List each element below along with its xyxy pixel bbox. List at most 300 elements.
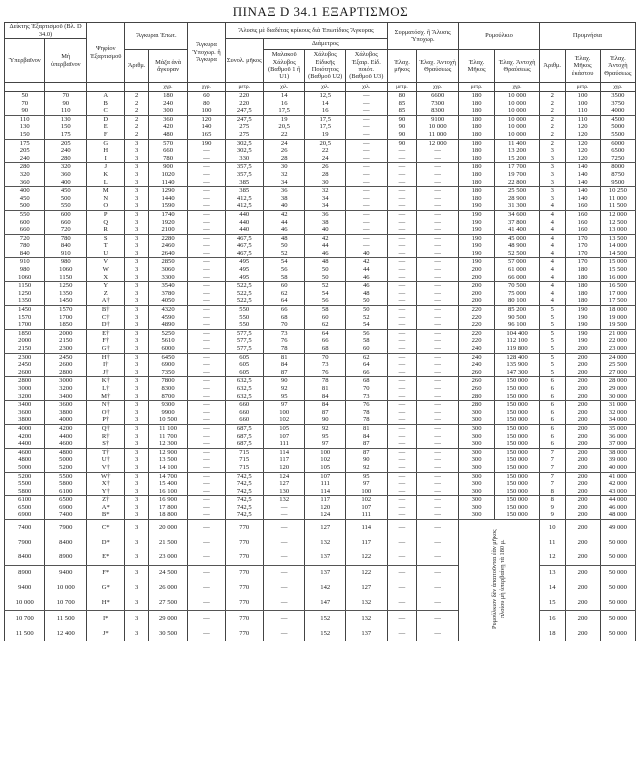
table-cell: 200 xyxy=(565,448,600,456)
table-cell: — xyxy=(263,550,305,565)
table-row xyxy=(5,306,636,314)
table-cell: 200 xyxy=(458,297,494,305)
table-cell: 16 xyxy=(263,100,305,108)
table-cell: — xyxy=(188,440,225,448)
table-cell: 300 xyxy=(458,416,494,424)
table-cell: 14 000 xyxy=(600,242,635,250)
table-cell: — xyxy=(188,258,225,266)
table-cell: 73 xyxy=(345,393,387,401)
table-cell: — xyxy=(345,131,387,139)
table-cell: — xyxy=(417,234,459,242)
table-cell: 150 000 xyxy=(495,488,540,496)
table-cell: 240 xyxy=(458,361,494,369)
table-cell: 30 500 xyxy=(148,626,187,641)
table-cell: 26 xyxy=(305,163,345,171)
table-cell: — xyxy=(417,480,459,488)
table-cell: 3 xyxy=(539,147,565,155)
table-cell: 19 000 xyxy=(600,314,635,322)
table-cell: 4890 xyxy=(148,321,187,329)
table-cell: 5200 xyxy=(5,472,45,480)
table-cell: 107 xyxy=(263,433,305,441)
table-cell: R† xyxy=(87,433,125,441)
table-cell: 80 xyxy=(188,100,225,108)
table-cell: 910 xyxy=(5,258,45,266)
table-row xyxy=(5,448,636,456)
table-cell: 715 xyxy=(225,456,263,464)
table-cell: 980 xyxy=(45,258,87,266)
table-cell: — xyxy=(345,115,387,123)
table-cell: 180 xyxy=(458,115,494,123)
table-row xyxy=(5,187,636,195)
table-cell: 3 xyxy=(125,179,148,187)
table-cell: 550 xyxy=(225,321,263,329)
table-cell: 150 000 xyxy=(495,377,540,385)
table-cell: — xyxy=(387,511,417,519)
table-cell: 41 400 xyxy=(495,226,540,234)
table-cell: 19 xyxy=(305,131,345,139)
header-min-breaking: Ἐλαχ. Ἀντοχὴ Θραύσεως xyxy=(417,50,459,83)
table-cell: — xyxy=(387,488,417,496)
header-moor-min-strength: Ἐλαχ. Ἀντοχὴ Θραύσεως xyxy=(600,50,635,83)
table-cell: 150 000 xyxy=(495,511,540,519)
table-cell: 320 xyxy=(5,171,45,179)
table-cell: 240 xyxy=(45,147,87,155)
table-cell: 220 xyxy=(225,100,263,108)
table-cell: 46 000 xyxy=(600,504,635,512)
table-cell: 46 xyxy=(345,282,387,290)
table-cell: 70 xyxy=(345,385,387,393)
table-cell: 200 xyxy=(565,472,600,480)
table-cell: — xyxy=(387,520,417,535)
table-cell: 23 000 xyxy=(600,345,635,353)
table-row xyxy=(5,282,636,290)
table-cell: 3 xyxy=(125,234,148,242)
table-cell: 360 xyxy=(5,179,45,187)
table-cell: 550 xyxy=(225,306,263,314)
table-cell: 570 xyxy=(148,139,187,147)
table-cell: 200 xyxy=(565,377,600,385)
table-cell: 6100 xyxy=(5,496,45,504)
header-stream-wire: Συρματόσχ. ἢ Ἅλυσις Ὑποχωρ. xyxy=(387,23,458,50)
table-row xyxy=(5,258,636,266)
table-cell: — xyxy=(417,504,459,512)
table-cell: 87 xyxy=(345,440,387,448)
table-cell: 577,5 xyxy=(225,329,263,337)
table-cell: F xyxy=(87,131,125,139)
table-cell: 90 xyxy=(387,123,417,131)
table-cell: 3 xyxy=(125,448,148,456)
table-cell: 66 xyxy=(305,337,345,345)
table-cell: 150 000 xyxy=(495,472,540,480)
table-cell: 720 xyxy=(45,226,87,234)
table-cell: 300 xyxy=(458,511,494,519)
table-cell: — xyxy=(387,456,417,464)
table-cell: 6 xyxy=(539,433,565,441)
table-cell: 3 xyxy=(125,337,148,345)
table-cell: — xyxy=(417,393,459,401)
table-cell: 780 xyxy=(148,155,187,163)
table-cell: 4 xyxy=(539,297,565,305)
table-row xyxy=(5,472,636,480)
table-cell: 137 xyxy=(345,626,387,641)
table-cell: — xyxy=(263,504,305,512)
table-cell: 16 000 xyxy=(600,274,635,282)
table-cell: 13 500 xyxy=(148,456,187,464)
table-cell: 70 xyxy=(263,321,305,329)
table-cell: 19 500 xyxy=(600,321,635,329)
table-cell: — xyxy=(417,242,459,250)
table-cell: — xyxy=(417,472,459,480)
table-cell: 2300 xyxy=(5,353,45,361)
table-cell: — xyxy=(417,210,459,218)
table-cell: 11 500 xyxy=(5,626,45,641)
table-cell: 3 xyxy=(125,496,148,504)
table-cell: L xyxy=(87,179,125,187)
table-cell: 73 xyxy=(263,329,305,337)
table-cell: 2 xyxy=(125,92,148,100)
table-cell: 5 xyxy=(539,306,565,314)
table-row xyxy=(5,100,636,108)
table-cell: 7400 xyxy=(45,511,87,519)
table-cell: 50 000 xyxy=(600,550,635,565)
table-cell: 357,5 xyxy=(225,171,263,179)
table-cell: 2100 xyxy=(148,226,187,234)
table-cell: 330 xyxy=(225,155,263,163)
table-cell: 220 xyxy=(458,306,494,314)
table-cell: 2450 xyxy=(5,361,45,369)
table-cell: 62 xyxy=(305,321,345,329)
table-cell: — xyxy=(417,626,459,641)
table-cell: — xyxy=(387,581,417,596)
table-cell: 5610 xyxy=(148,337,187,345)
table-cell: 75 000 xyxy=(495,290,540,298)
table-cell: 50 xyxy=(305,266,345,274)
table-cell: 60 xyxy=(345,345,387,353)
table-cell: 6900 xyxy=(148,361,187,369)
table-cell: 170 xyxy=(565,242,600,250)
table-cell: 6500 xyxy=(5,504,45,512)
table-cell: 400 xyxy=(5,187,45,195)
header-diameter: Διάμετρος xyxy=(263,39,387,50)
table-cell: 150 000 xyxy=(495,448,540,456)
table-row xyxy=(5,550,636,565)
table-cell: 95 xyxy=(305,433,345,441)
table-cell: 87 xyxy=(305,409,345,417)
table-row xyxy=(5,123,636,131)
table-cell: 28 000 xyxy=(600,377,635,385)
table-cell: 6600 xyxy=(417,92,459,100)
table-cell: — xyxy=(387,290,417,298)
table-cell: — xyxy=(188,242,225,250)
table-cell: — xyxy=(188,290,225,298)
table-row xyxy=(5,456,636,464)
table-cell: 302,5 xyxy=(225,147,263,155)
table-cell: 600 xyxy=(45,210,87,218)
table-cell: 12 400 xyxy=(45,626,87,641)
table-cell: 160 xyxy=(565,210,600,218)
table-cell: 3200 xyxy=(45,385,87,393)
table-cell: — xyxy=(263,511,305,519)
table-cell: 770 xyxy=(225,595,263,610)
table-cell: 32 xyxy=(263,171,305,179)
table-cell: J* xyxy=(87,626,125,641)
table-cell: 7250 xyxy=(600,155,635,163)
table-cell: Y† xyxy=(87,488,125,496)
table-cell: — xyxy=(417,464,459,472)
table-cell: 495 xyxy=(225,274,263,282)
table-cell: 46 xyxy=(263,226,305,234)
table-cell: Y xyxy=(87,282,125,290)
table-cell: 10 500 xyxy=(148,416,187,424)
table-cell: 56 xyxy=(263,266,305,274)
table-cell: 205 xyxy=(5,147,45,155)
table-cell: 3 xyxy=(125,321,148,329)
table-cell: 3 xyxy=(125,480,148,488)
table-cell: 2300 xyxy=(45,345,87,353)
unit-cell: χγρ. xyxy=(417,83,459,92)
table-cell: 260 xyxy=(458,385,494,393)
table-cell: U xyxy=(87,250,125,258)
table-cell: 6500 xyxy=(600,147,635,155)
table-cell: F† xyxy=(87,337,125,345)
table-cell: 2600 xyxy=(5,369,45,377)
table-cell: 22 000 xyxy=(600,337,635,345)
table-cell: — xyxy=(417,147,459,155)
table-cell: 21 000 xyxy=(600,329,635,337)
table-cell: 27 500 xyxy=(148,595,187,610)
table-cell: — xyxy=(417,297,459,305)
header-tow-min-strength: Ἐλαχ. Ἀντοχὴ Θραύσεως xyxy=(495,50,540,83)
table-cell: 12 xyxy=(539,550,565,565)
table-cell: — xyxy=(188,282,225,290)
table-body xyxy=(5,92,636,641)
table-cell: 3 xyxy=(539,187,565,195)
table-cell: — xyxy=(263,581,305,596)
table-cell: 660 xyxy=(148,147,187,155)
table-cell: I* xyxy=(87,611,125,626)
table-cell: 300 xyxy=(458,448,494,456)
table-row xyxy=(5,274,636,282)
table-row xyxy=(5,171,636,179)
table-cell: 17,5 xyxy=(305,115,345,123)
table-cell: 10 250 xyxy=(600,187,635,195)
table-cell: 577,5 xyxy=(225,345,263,353)
table-cell: 9300 xyxy=(148,401,187,409)
table-row xyxy=(5,433,636,441)
table-cell: 18 xyxy=(539,626,565,641)
table-cell: 8300 xyxy=(148,385,187,393)
table-cell: 150 000 xyxy=(495,504,540,512)
table-cell: 200 xyxy=(565,401,600,409)
table-cell: 140 xyxy=(565,187,600,195)
table-cell: 200 xyxy=(565,424,600,432)
table-cell: 64 xyxy=(345,361,387,369)
table-cell: — xyxy=(417,329,459,337)
table-cell: R xyxy=(87,226,125,234)
table-cell: 200 xyxy=(565,535,600,550)
table-cell: 10 700 xyxy=(5,611,45,626)
table-cell: 42 xyxy=(305,234,345,242)
table-cell: 770 xyxy=(225,550,263,565)
table-cell: — xyxy=(188,626,225,641)
table-cell: 550 xyxy=(225,314,263,322)
table-cell: 4400 xyxy=(45,433,87,441)
table-cell: — xyxy=(387,329,417,337)
table-cell: 150 000 xyxy=(495,456,540,464)
table-cell: 49 000 xyxy=(600,520,635,535)
table-cell: 180 xyxy=(458,92,494,100)
table-cell: 150 000 xyxy=(495,409,540,417)
table-cell: — xyxy=(188,385,225,393)
table-cell: 40 xyxy=(305,226,345,234)
table-cell: — xyxy=(417,187,459,195)
table-cell: 9500 xyxy=(600,179,635,187)
table-cell: 90 xyxy=(45,100,87,108)
table-cell: 247,5 xyxy=(225,107,263,115)
table-cell: — xyxy=(345,242,387,250)
table-cell: G xyxy=(87,139,125,147)
table-cell: 200 xyxy=(565,626,600,641)
table-title: ΠΙΝΑΞ D 34.1 ΕΞΑΡΤΙΣΜΟΣ xyxy=(232,4,409,19)
table-cell: 495 xyxy=(225,266,263,274)
unit-cell xyxy=(87,83,125,92)
table-cell: 770 xyxy=(225,520,263,535)
table-row xyxy=(5,595,636,610)
table-cell: 577,5 xyxy=(225,337,263,345)
table-cell: 200 xyxy=(565,550,600,565)
table-cell: 11 000 xyxy=(600,195,635,203)
table-cell: 3 xyxy=(125,187,148,195)
table-cell: 9400 xyxy=(5,581,45,596)
table-cell: — xyxy=(387,314,417,322)
table-cell: 180 xyxy=(458,187,494,195)
table-cell: 200 xyxy=(458,282,494,290)
table-cell: 2 xyxy=(539,139,565,147)
table-cell: 28 900 xyxy=(495,195,540,203)
table-cell: 2460 xyxy=(148,242,187,250)
table-cell: K xyxy=(87,171,125,179)
table-cell: 495 xyxy=(225,258,263,266)
table-cell: 54 xyxy=(263,258,305,266)
table-cell: 54 xyxy=(345,321,387,329)
table-cell: 7900 xyxy=(45,520,87,535)
table-row xyxy=(5,314,636,322)
table-cell: 300 xyxy=(458,504,494,512)
table-cell: 119 800 xyxy=(495,345,540,353)
table-cell: 41 000 xyxy=(600,472,635,480)
table-row xyxy=(5,321,636,329)
table-cell: 3 xyxy=(125,464,148,472)
table-cell: 200 xyxy=(565,488,600,496)
table-cell: 4800 xyxy=(45,448,87,456)
table-cell: 8900 xyxy=(45,550,87,565)
table-cell: 300 xyxy=(458,433,494,441)
table-cell: 48 xyxy=(263,234,305,242)
table-cell: 500 xyxy=(45,195,87,203)
table-row xyxy=(5,147,636,155)
header-min-length: Ἐλαχ. μῆκος xyxy=(387,50,417,83)
table-cell: 605 xyxy=(225,361,263,369)
table-cell: 10 000 xyxy=(495,92,540,100)
table-cell: 200 xyxy=(565,595,600,610)
table-cell: 90 xyxy=(5,107,45,115)
table-cell: 3 xyxy=(539,155,565,163)
table-row xyxy=(5,393,636,401)
table-cell: 110 xyxy=(5,115,45,123)
table-cell: 3 xyxy=(125,488,148,496)
table-cell: 127 xyxy=(345,581,387,596)
table-cell: 42 000 xyxy=(600,480,635,488)
table-cell: — xyxy=(387,377,417,385)
table-cell: 97 xyxy=(263,401,305,409)
table-cell: 13 000 xyxy=(600,226,635,234)
table-cell: E* xyxy=(87,550,125,565)
unit-cell: χιλ. xyxy=(263,83,305,92)
table-cell: 10 000 xyxy=(5,595,45,610)
table-cell: 10 xyxy=(539,520,565,535)
table-cell: 105 xyxy=(263,424,305,432)
table-cell: 2600 xyxy=(45,361,87,369)
table-cell: — xyxy=(188,472,225,480)
table-cell: — xyxy=(188,234,225,242)
table-cell: 180 xyxy=(565,297,600,305)
table-cell: 3 xyxy=(125,274,148,282)
table-cell: 2 xyxy=(539,107,565,115)
table-cell: 135 900 xyxy=(495,361,540,369)
units-row xyxy=(5,83,636,92)
table-cell: — xyxy=(345,187,387,195)
table-cell: 10 000 xyxy=(417,123,459,131)
table-cell: 150 000 xyxy=(495,424,540,432)
table-cell: 200 xyxy=(565,385,600,393)
table-cell: 5 xyxy=(539,329,565,337)
table-cell: 5 xyxy=(539,353,565,361)
header-total-length: Συνολ. μῆκος xyxy=(225,39,263,83)
table-cell: B xyxy=(87,100,125,108)
table-cell: 16 900 xyxy=(148,496,187,504)
table-cell: 29 000 xyxy=(148,611,187,626)
table-cell: 10 000 xyxy=(45,581,87,596)
table-cell: — xyxy=(345,163,387,171)
table-cell: 1150 xyxy=(45,274,87,282)
table-cell: 467,5 xyxy=(225,250,263,258)
table-cell: 200 xyxy=(565,440,600,448)
table-cell: 40 xyxy=(345,250,387,258)
table-cell: — xyxy=(188,456,225,464)
table-cell: 25 500 xyxy=(600,361,635,369)
table-cell: 220 xyxy=(458,321,494,329)
table-cell: — xyxy=(417,377,459,385)
table-cell: 80 xyxy=(387,92,417,100)
table-cell: 180 xyxy=(458,155,494,163)
table-cell: 24 xyxy=(263,139,305,147)
table-cell: 200 xyxy=(565,433,600,441)
table-cell: 3 xyxy=(125,147,148,155)
table-cell: 200 xyxy=(565,353,600,361)
table-cell: 36 xyxy=(305,210,345,218)
table-cell: 11 500 xyxy=(45,611,87,626)
table-cell: 81 xyxy=(263,353,305,361)
table-cell: 3 xyxy=(539,163,565,171)
table-cell: 117 xyxy=(263,456,305,464)
table-cell: 15 000 xyxy=(600,258,635,266)
table-cell: — xyxy=(387,171,417,179)
table-cell: 3 xyxy=(125,329,148,337)
table-cell: 22 800 xyxy=(495,179,540,187)
table-cell: 8400 xyxy=(45,535,87,550)
table-cell: — xyxy=(417,611,459,626)
table-cell: 37 800 xyxy=(495,219,540,227)
